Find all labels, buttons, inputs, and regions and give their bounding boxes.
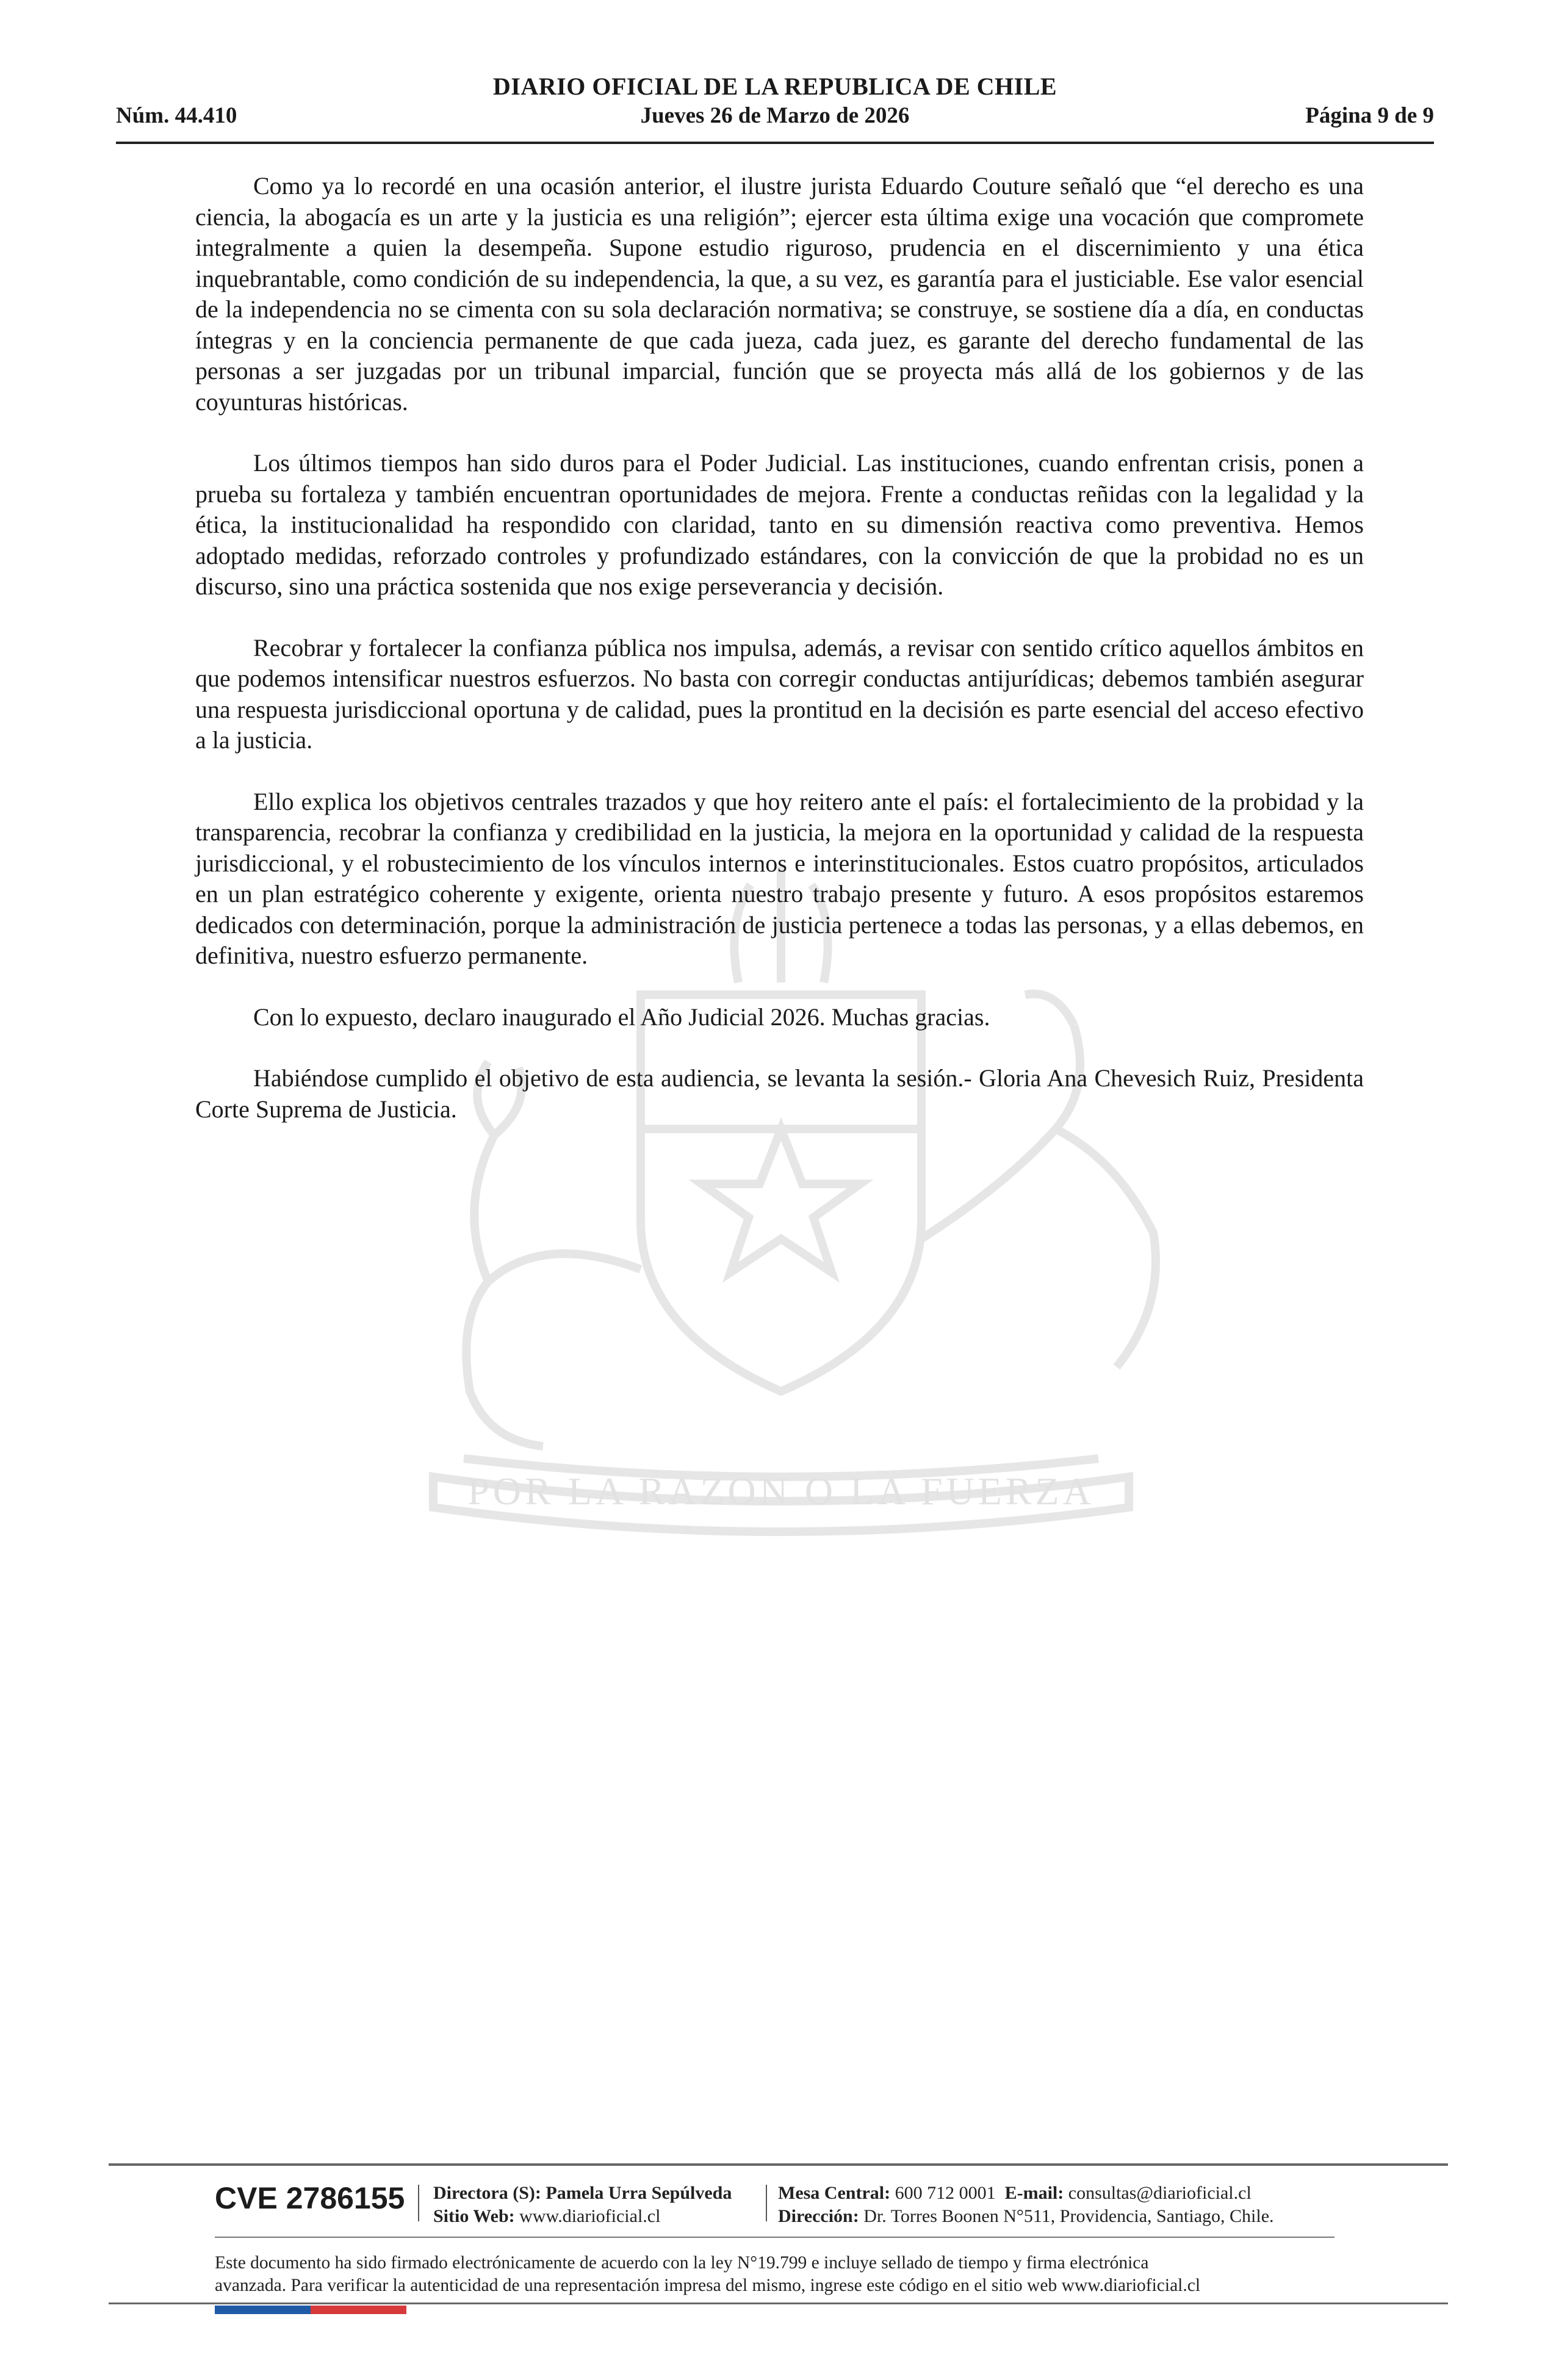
footer-divider-middle bbox=[215, 2237, 1334, 2238]
address-line bbox=[778, 2205, 1274, 2228]
issue-number: Núm. 44.410 bbox=[116, 103, 237, 128]
signature-note-line: avanzada. Para verificar la autenticidad de una representación impresa del mismo, ingrese este código en el sitio web www.diarioficial.cl bbox=[215, 2276, 1201, 2295]
motto-text: POR LA RAZON O LA FUERZA bbox=[467, 1469, 1095, 1513]
address-value: Dr. Torres Boonen N°511, Providencia, Santiago, Chile. bbox=[863, 2206, 1274, 2226]
director-line bbox=[433, 2182, 732, 2205]
issue-date: Jueves 26 de Marzo de 2026 bbox=[640, 103, 910, 128]
footer-divider-top bbox=[109, 2163, 1448, 2166]
website-label: Sitio Web: bbox=[433, 2206, 515, 2226]
paragraph: Recobrar y fortalecer la confianza pública nos impulsa, además, a revisar con sentido crítico aquellos ámbitos en que podemos intensificar nuestros esfuerzos. No basta con corregir conductas antijurídicas; debemos también asegurar una respuesta jurisdiccional oportuna y de calidad, pues la prontitud en la decisión es parte esencial del acceso efectivo a la justicia. bbox=[195, 633, 1364, 754]
address-label: Dirección: bbox=[778, 2206, 859, 2226]
paragraph: Habiéndose cumplido el objetivo de esta audiencia, se levanta la sesión.- Gloria Ana Chevesich Ruiz, Presidenta Corte Suprema de Justicia. bbox=[195, 1064, 1364, 1123]
signature-note bbox=[215, 2252, 1374, 2297]
footer-separator bbox=[766, 2185, 767, 2221]
flag-stripe-red bbox=[311, 2306, 406, 2314]
publication-title: DIARIO OFICIAL DE LA REPUBLICA DE CHILE bbox=[492, 73, 1057, 100]
website-line bbox=[433, 2205, 732, 2228]
phone-email-line bbox=[778, 2182, 1274, 2205]
director-name: Pamela Urra Sepúlveda bbox=[546, 2183, 732, 2203]
footer-separator bbox=[418, 2185, 419, 2221]
cve-code: CVE 2786155 bbox=[215, 2181, 405, 2215]
footer-divider-bottom bbox=[109, 2302, 1448, 2304]
document-body bbox=[195, 171, 1364, 1155]
footer-contact-block bbox=[778, 2182, 1274, 2228]
phone-label: Mesa Central: bbox=[778, 2183, 891, 2203]
flag-stripe-blue bbox=[215, 2306, 311, 2314]
paragraph: Los últimos tiempos han sido duros para el Poder Judicial. Las instituciones, cuando enfrentan crisis, ponen a prueba su fortaleza y también encuentran oportunidades de mejora. Frente a conductas reñidas con la legalidad y la ética, la institucionalidad ha respondido con claridad, tanto en su dimensión reactiva como preventiva. Hemos adoptado medidas, reforzado controles y profundizado estándares, con la convicción de que la probidad no es un discurso, sino una práctica sostenida que nos exige perseverancia y decisión. bbox=[195, 449, 1364, 600]
email-link[interactable]: consultas@diarioficial.cl bbox=[1068, 2183, 1252, 2203]
phone-value: 600 712 0001 bbox=[895, 2183, 996, 2203]
paragraph: Con lo expuesto, declaro inaugurado el Año Judicial 2026. Muchas gracias. bbox=[253, 1003, 990, 1031]
paragraph: Como ya lo recordé en una ocasión anterior, el ilustre jurista Eduardo Couture señaló que “el derecho es una ciencia, la abogacía es un arte y la justicia es una religión”; ejercer esta última exige una vocación que compromete integralmente a quien la desempeña. Supone estudio riguroso, prudencia en el discernimiento y una ética inquebrantable, como condición de su independencia, la que, a su vez, es garantía para el justiciable. Ese valor esencial de la independencia no se cimenta con su sola declaración normativa; se construye, se sostiene día a día, en conductas íntegras y en la conciencia permanente de que cada jueza, cada juez, es garante del derecho fundamental de las personas a ser juzgadas por un tribunal imparcial, función que se proyecta más allá de los gobiernos y de las coyunturas históricas. bbox=[195, 172, 1364, 416]
page-header bbox=[116, 72, 1434, 145]
page-number: Página 9 de 9 bbox=[1305, 103, 1434, 128]
header-divider bbox=[116, 142, 1434, 144]
director-label: Directora (S): bbox=[433, 2183, 541, 2203]
signature-note-line: Este documento ha sido firmado electrónicamente de acuerdo con la ley N°19.799 e incluye sellado de tiempo y firma electrónica bbox=[215, 2253, 1149, 2273]
footer-director-block bbox=[433, 2182, 732, 2228]
email-label: E-mail: bbox=[1004, 2183, 1064, 2203]
website-link[interactable]: www.diarioficial.cl bbox=[519, 2206, 661, 2226]
paragraph: Ello explica los objetivos centrales trazados y que hoy reitero ante el país: el fortalecimiento de la probidad y la transparencia, recobrar la confianza y credibilidad en la justicia, la mejora en la oportunidad y calidad de la respuesta jurisdiccional, y el robustecimiento de los vínculos internos e interinstitucionales. Estos cuatro propósitos, articulados en un plan estratégico coherente y exigente, orienta nuestro trabajo presente y futuro. A esos propósitos estaremos dedicados con determinación, porque la administración de justicia pertenece a todas las personas, y a ellas debemos, en definitiva, nuestro esfuerzo permanente. bbox=[195, 787, 1364, 969]
